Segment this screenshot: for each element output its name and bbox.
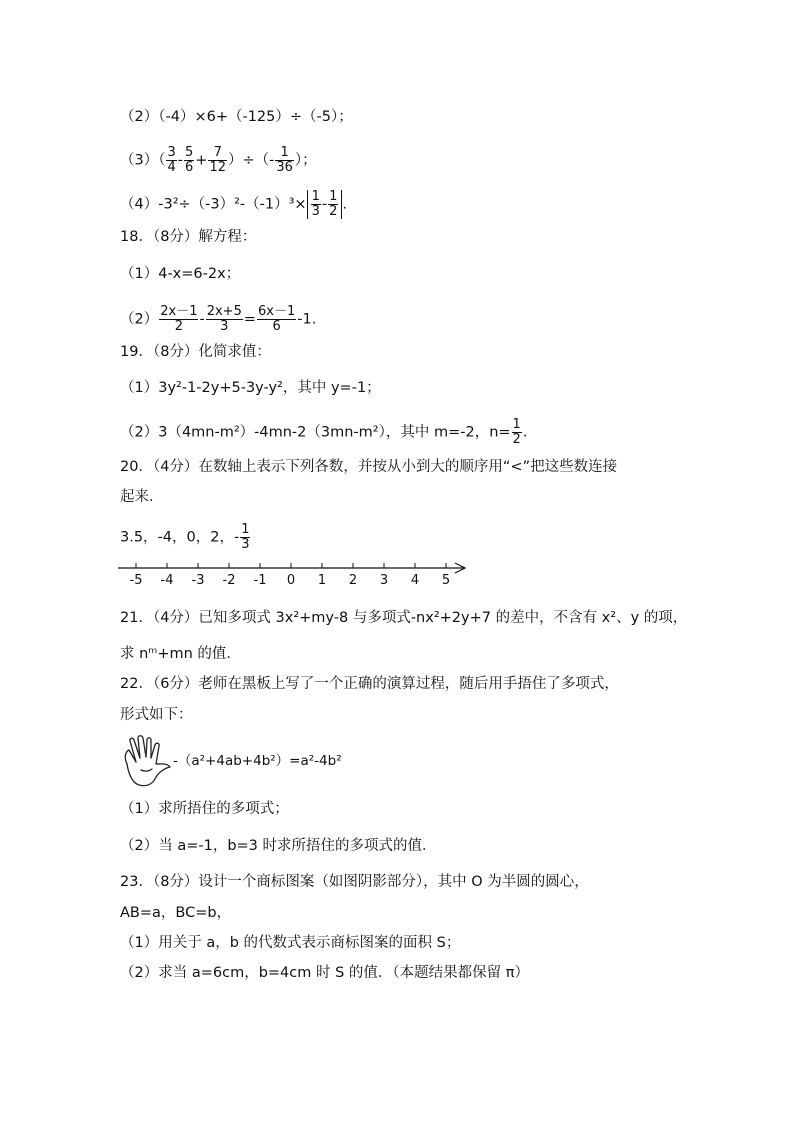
denominator: 36 xyxy=(276,160,293,175)
numerator: 1 xyxy=(512,417,521,432)
denominator: 3 xyxy=(220,319,229,334)
tick-label: -3 xyxy=(191,573,205,588)
tick-label: 2 xyxy=(348,573,358,588)
denominator: 6 xyxy=(185,160,194,175)
question-20-numbers xyxy=(120,523,251,552)
problem-4 xyxy=(120,190,347,219)
question-21-line-2: 求 nᵐ+mn 的值． xyxy=(120,646,241,662)
equals: = xyxy=(243,311,257,328)
part-2-text: （2）3（4mn-m²）-4mn-2（3mn-m²），其中 m=-2，n= xyxy=(120,424,511,441)
denominator: 2 xyxy=(174,319,183,334)
denominator: 4 xyxy=(167,160,176,175)
fraction xyxy=(257,305,296,334)
number-line xyxy=(116,560,472,592)
question-23-part-1: （1）用关于 a，b 的代数式表示商标图案的面积 S； xyxy=(120,935,461,951)
fraction xyxy=(328,190,338,219)
tail: -1. xyxy=(297,311,317,328)
minus-sign: - xyxy=(233,529,240,546)
numerator: 2x+5 xyxy=(206,304,242,319)
question-22-part-1: （1）求所捂住的多项式； xyxy=(120,801,289,817)
question-22-part-2: （2）当 a=-1，b=3 时求所捂住的多项式的值． xyxy=(120,838,437,854)
question-20-title: 20．（4分）在数轴上表示下列各数，并按从小到大的顺序用“<”把这些数连接 xyxy=(120,459,618,475)
denominator: 6 xyxy=(272,319,281,334)
numerator: 1 xyxy=(311,189,320,204)
numerator: 6x－1 xyxy=(258,304,296,319)
tick-label: 0 xyxy=(286,573,296,588)
operator: + xyxy=(195,152,208,169)
operator: - xyxy=(199,311,205,328)
period: . xyxy=(522,424,528,441)
question-19-part-1: （1）3y²-1-2y+5-3y-y²，其中 y=-1； xyxy=(120,380,381,396)
divide-part: ）÷（- xyxy=(227,152,275,169)
problem-3 xyxy=(120,146,317,175)
period: . xyxy=(342,196,347,213)
number-list: 3.5，-4，0，2， xyxy=(120,529,234,546)
denominator: 3 xyxy=(311,204,320,219)
numerator: 2x－1 xyxy=(160,304,198,319)
numerator: 5 xyxy=(185,145,194,160)
denominator: 2 xyxy=(329,204,338,219)
operator: - xyxy=(177,152,183,169)
problem-4-number: （4） xyxy=(120,196,159,213)
numerator: 1 xyxy=(275,146,294,161)
fraction xyxy=(166,146,176,175)
question-18-title: 18．（8分）解方程： xyxy=(120,229,257,245)
part-number: （2） xyxy=(120,311,159,328)
operator: - xyxy=(321,196,328,213)
question-18-part-1: （1）4-x=6-2x； xyxy=(120,266,241,282)
open-paren: （ xyxy=(158,152,166,169)
problem-2-expression: （-4）×6+（-125）÷（-5）； xyxy=(158,109,353,125)
fraction xyxy=(311,190,321,219)
denominator: 2 xyxy=(512,432,521,447)
denominator: 12 xyxy=(209,160,226,175)
tick-label: -4 xyxy=(160,573,174,588)
denominator: 3 xyxy=(241,537,250,552)
problem-4-expression: -3²÷（-3）²-（-1）³× xyxy=(158,196,307,213)
problem-2-number: （2） xyxy=(120,109,159,125)
question-18-part-2 xyxy=(120,305,316,334)
fraction xyxy=(275,146,294,175)
question-20-title-2: 起来． xyxy=(120,489,164,505)
tick-label: 1 xyxy=(317,573,327,588)
tick-label: -1 xyxy=(253,573,267,588)
question-22-formula: -（a²+4ab+4b²）=a²-4b² xyxy=(173,753,342,769)
numerator: 3 xyxy=(167,145,176,160)
fraction xyxy=(240,523,250,552)
close-paren: ）； xyxy=(294,152,317,169)
tick-label: -2 xyxy=(222,573,236,588)
question-19-part-2 xyxy=(120,418,527,447)
problem-2 xyxy=(120,107,353,127)
tick-label: 5 xyxy=(441,573,451,588)
absolute-value xyxy=(307,190,343,219)
fraction xyxy=(159,305,198,334)
tick-label: 4 xyxy=(410,573,420,588)
question-23-line-2: AB=a，BC=b， xyxy=(120,905,232,921)
fraction xyxy=(208,146,227,175)
tick-label: 3 xyxy=(379,573,389,588)
numerator: 1 xyxy=(329,189,338,204)
question-23-line-1: 23．（8分）设计一个商标图案（如图阴影部分），其中 O 为半圆的圆心， xyxy=(120,874,589,890)
question-22-line-1: 22．（6分）老师在黑板上写了一个正确的演算过程，随后用手捂住了多项式， xyxy=(120,676,619,692)
tick-label: -5 xyxy=(129,573,143,588)
fraction xyxy=(184,146,194,175)
question-19-title: 19．（8分）化简求值： xyxy=(120,344,271,360)
question-22-line-2: 形式如下： xyxy=(120,707,193,723)
question-23-part-2: （2）求当 a=6cm，b=4cm 时 S 的值．（本题结果都保留 π） xyxy=(120,965,529,981)
question-21-line-1: 21．（4分）已知多项式 3x²+my-8 与多项式-nx²+2y+7 的差中，不含有 x²、y 的项， xyxy=(120,610,688,626)
problem-3-number: （3） xyxy=(120,152,159,169)
fraction xyxy=(512,418,522,447)
numerator: 7 xyxy=(208,146,227,161)
numerator: 1 xyxy=(241,522,250,537)
hand-icon xyxy=(121,734,173,790)
fraction xyxy=(206,305,243,334)
